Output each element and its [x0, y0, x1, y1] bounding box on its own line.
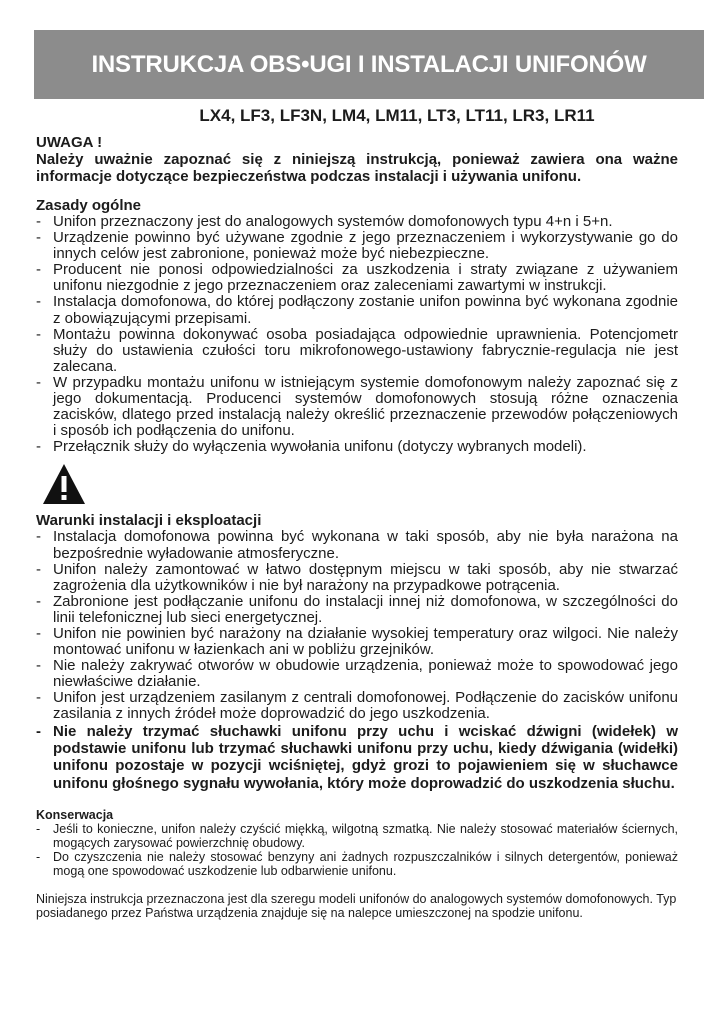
general-rules-list [36, 214, 678, 455]
model-list: LX4, LF3, LF3N, LM4, LM11, LT3, LT11, LR3, LR11 [199, 106, 595, 125]
warning-triangle-icon [41, 462, 87, 506]
list-item: - Unifon jest urządzeniem zasilanym z centrali domofonowej. Podłączenie do zacisków unifonu zasilania z innych źródeł może doprowadzić do jego uszkodzenia. [36, 690, 678, 722]
list-item: - Nie należy zakrywać otworów w obudowie urządzenia, ponieważ może to spowodować jego niewłaściwe działanie. [36, 658, 678, 690]
maintenance-title: Konserwacja [36, 808, 114, 823]
footer-note: Niniejsza instrukcja przeznaczona jest dla szeregu modeli unifonów do analogowych systemów domofonowych. Typ posiadanego przez Państwa urządzenia znajduje się na nalepce umieszczonej na spodzie unifonu. [36, 892, 677, 921]
list-item: - Montażu powinna dokonywać osoba posiadająca odpowiednie uprawnienia. Potencjometr służy do ustawienia czułości toru mikrofonowego-ustawiony fabrycznie-regulacja nie jest zalecana. [36, 327, 678, 375]
warning-text: Należy uważnie zapoznać się z niniejszą instrukcją, ponieważ zawiera ona ważne informacje dotyczące bezpieczeństwa podczas instalacji i używania unifonu. [36, 151, 678, 185]
general-rules-title: Zasady ogólne [36, 197, 142, 214]
list-item-warning: - Nie należy trzymać słuchawki unifonu przy uchu i wciskać dźwigni (widełek) w podstawie unifonu lub trzymać słuchawki unifonu przy uchu, kiedy dźwigania (widełki) unifonu pozostaje w pozycji wciśniętej, gdyż grozi to pojawieniem się w słuchawce unifonu głośnego sygnału wywołania, który może doprowadzić do uszkodzenia słuchu. [36, 723, 678, 793]
list-item: - Unifon należy zamontować w łatwo dostępnym miejscu w taki sposób, aby nie stwarzać zagrożenia dla użytkowników i nie był narażony na przypadkowe potrącenia. [36, 562, 678, 594]
list-item: - Jeśli to konieczne, unifon należy czyścić miękką, wilgotną szmatką. Nie należy stosować materiałów ściernych, mogących zarysować powierzchnię obudowy. [36, 822, 678, 850]
title-banner [34, 30, 704, 99]
warning-title: UWAGA ! [36, 134, 103, 151]
list-item: - Zabronione jest podłączanie unifonu do instalacji innej niż domofonowa, w szczególności do linii telefonicznej lub sieci energetycznej. [36, 594, 678, 626]
document-body [36, 134, 678, 920]
list-item: - Przełącznik służy do wyłączenia wywołania unifonu (dotyczy wybranych modeli). [36, 439, 678, 455]
page-title: INSTRUKCJA OBS•UGI I INSTALACJI UNIFONÓW [91, 50, 647, 78]
list-item: - Instalacja domofonowa powinna być wykonana w taki sposób, aby nie była narażona na bezpośrednie wyładowanie atmosferyczne. [36, 529, 678, 561]
list-item: - Do czyszczenia nie należy stosować benzyny ani żadnych rozpuszczalników i silnych detergentów, ponieważ mogą one spowodować uszkodzenie lub odbarwienie unifonu. [36, 850, 678, 878]
maintenance-list [36, 822, 678, 878]
conditions-title: Warunki instalacji i eksploatacji [36, 512, 262, 530]
list-item: - Unifon przeznaczony jest do analogowych systemów domofonowych typu 4+n i 5+n. [36, 214, 678, 230]
list-item: - Producent nie ponosi odpowiedzialności za uszkodzenia i straty związane z używaniem unifonu niezgodnie z jego przeznaczeniem oraz zaleceniami zawartymi w instrukcji. [36, 262, 678, 294]
conditions-list [36, 529, 678, 792]
list-item: - Instalacja domofonowa, do której podłączony zostanie unifon powinna być wykonana zgodnie z obowiązującymi przepisami. [36, 294, 678, 326]
list-item: - Urządzenie powinno być używane zgodnie z jego przeznaczeniem i wykorzystywanie go do innych celów jest zabronione, ponieważ może być niebezpieczne. [36, 230, 678, 262]
list-item: - Unifon nie powinien być narażony na działanie wysokiej temperatury oraz wilgoci. Nie należy montować unifonu w łazienkach ani w pobliżu grzejników. [36, 626, 678, 658]
list-item: - W przypadku montażu unifonu w istniejącym systemie domofonowym należy zapoznać się z jego dokumentacją. Producenci systemów domofonowych stosują różne oznaczenia zacisków, dlatego przed instalacją należy określić przeznaczenie przewodów połączeniowych i sposób ich podłączenia do unifonu. [36, 375, 678, 439]
